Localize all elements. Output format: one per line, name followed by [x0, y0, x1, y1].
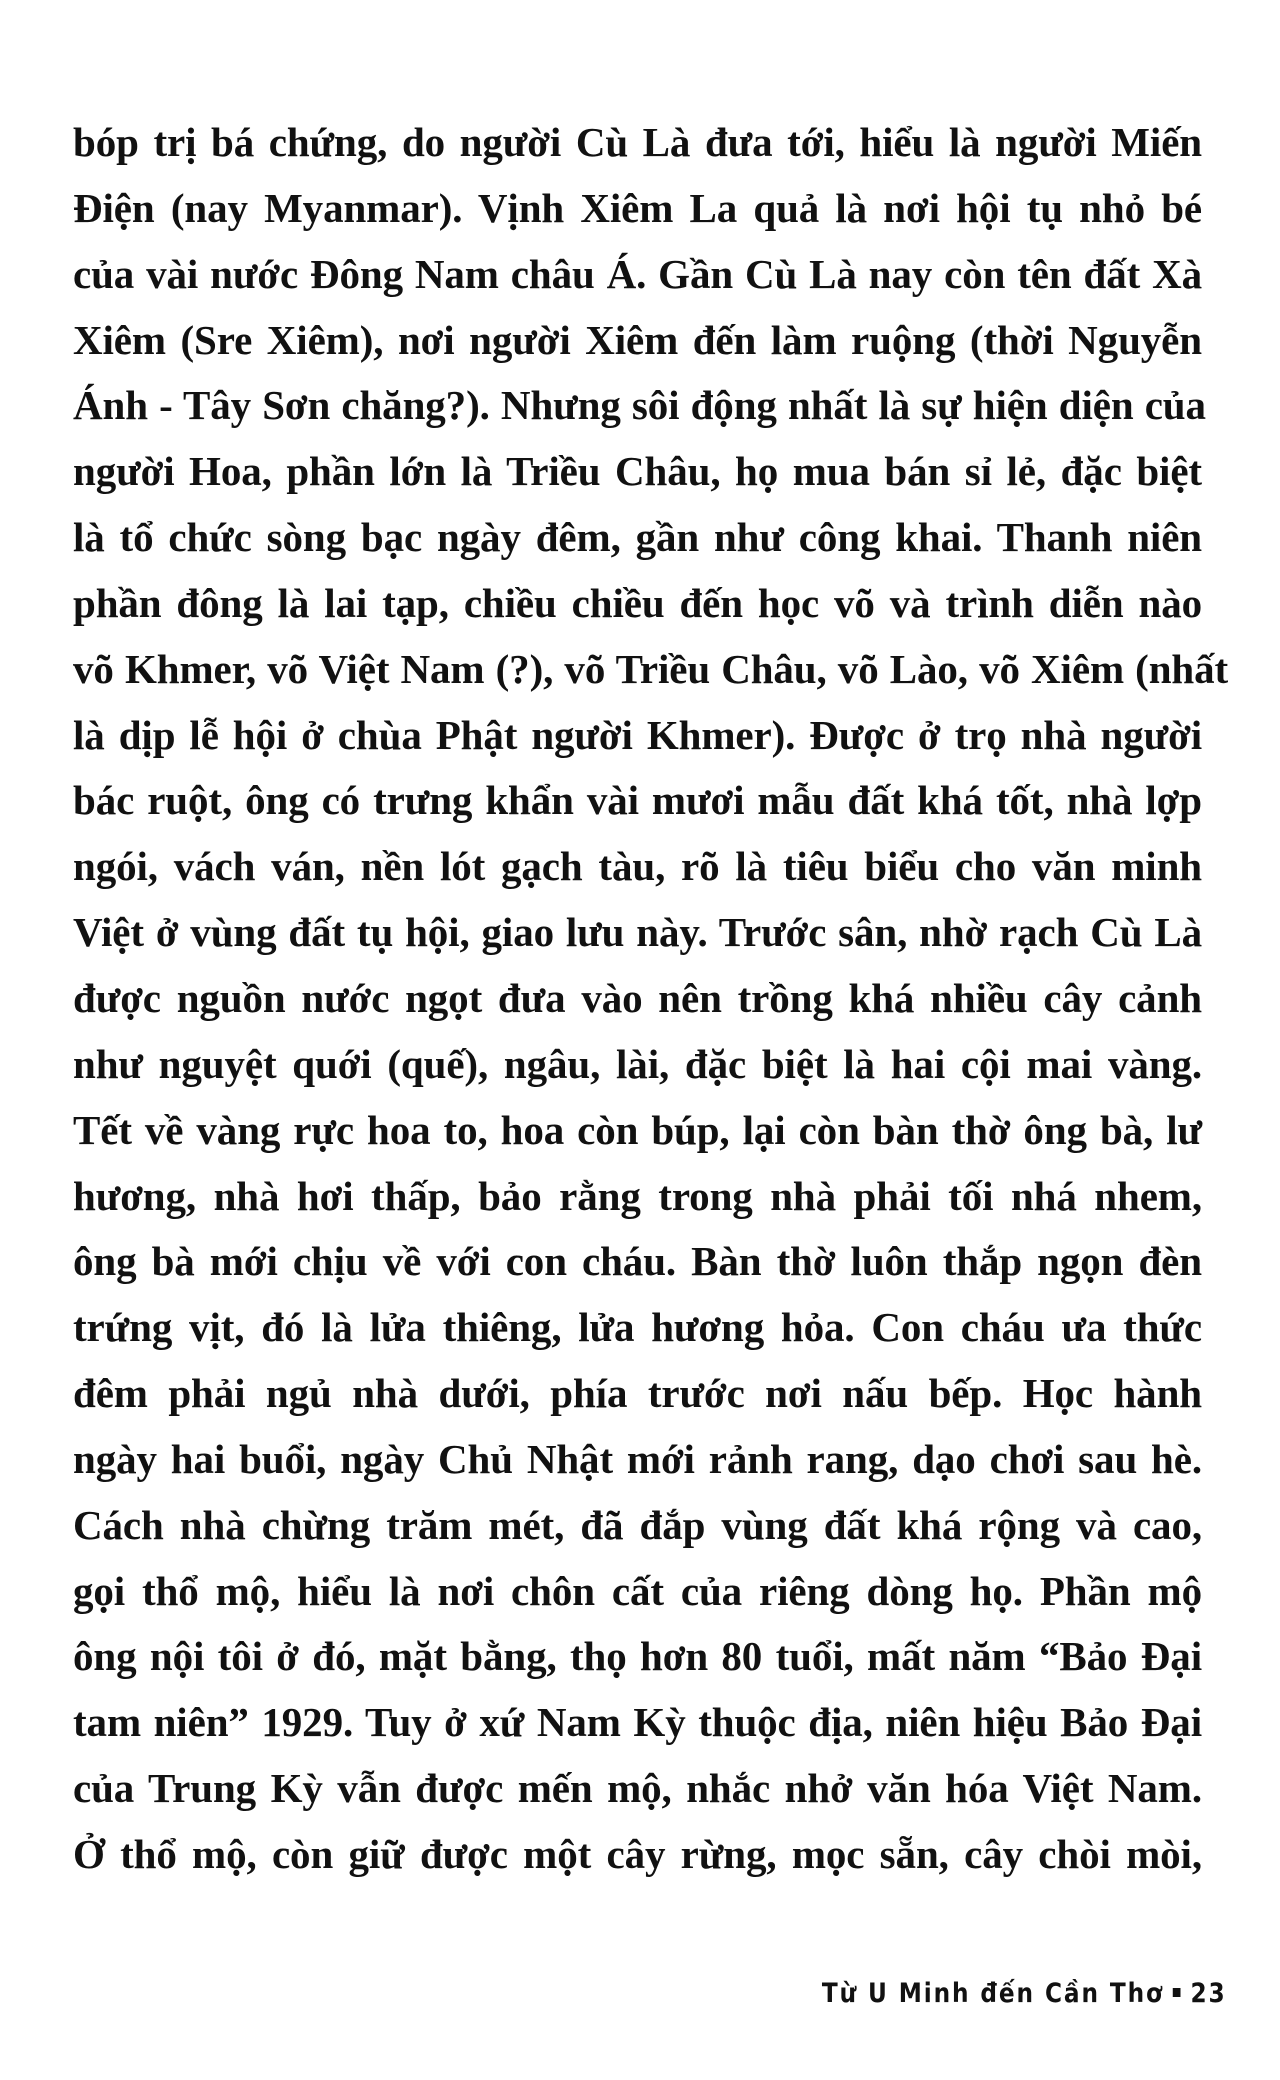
- text-line: trứng vịt, đó là lửa thiêng, lửa hương hỏa. Con cháu ưa thức: [73, 1304, 1202, 1351]
- text-line: được nguồn nước ngọt đưa vào nên trồng khá nhiều cây cảnh: [73, 974, 1202, 1021]
- text-line: của Trung Kỳ vẫn được mến mộ, nhắc nhở văn hóa Việt Nam.: [73, 1765, 1202, 1812]
- text-line: hương, nhà hơi thấp, bảo rằng trong nhà phải tối nhá nhem,: [73, 1172, 1202, 1219]
- text-line: như nguyệt quới (quế), ngâu, lài, đặc biệt là hai cội mai vàng.: [73, 1040, 1202, 1087]
- text-line: Điện (nay Myanmar). Vịnh Xiêm La quả là nơi hội tụ nhỏ bé: [73, 184, 1202, 231]
- text-line: Ánh - Tây Sơn chăng?). Nhưng sôi động nhất là sự hiện diện của: [73, 382, 1206, 429]
- text-line: đêm phải ngủ nhà dưới, phía trước nơi nấu bếp. Học hành: [73, 1370, 1202, 1417]
- text-line: ông nội tôi ở đó, mặt bằng, thọ hơn 80 tuổi, mất năm “Bảo Đại: [73, 1633, 1202, 1680]
- text-line: tam niên” 1929. Tuy ở xứ Nam Kỳ thuộc địa, niên hiệu Bảo Đại: [73, 1699, 1202, 1746]
- text-line: ông bà mới chịu về với con cháu. Bàn thờ luôn thắp ngọn đèn: [73, 1238, 1202, 1285]
- text-line: bóp trị bá chứng, do người Cù Là đưa tới, hiểu là người Miến: [73, 119, 1202, 165]
- text-line: Việt ở vùng đất tụ hội, giao lưu này. Trước sân, nhờ rạch Cù Là: [73, 909, 1202, 956]
- running-title: Từ U Minh đến Cần Thơ: [821, 1978, 1164, 2009]
- text-line: võ Khmer, võ Việt Nam (?), võ Triều Châu, võ Lào, võ Xiêm (nhất: [73, 645, 1229, 692]
- text-line: Tết về vàng rực hoa to, hoa còn búp, lại còn bàn thờ ông bà, lư: [73, 1106, 1202, 1153]
- text-line: là tổ chức sòng bạc ngày đêm, gần như công khai. Thanh niên: [73, 514, 1202, 561]
- page-number: 23: [1190, 1978, 1227, 2009]
- square-bullet-icon: [1172, 1988, 1180, 1997]
- text-line: của vài nước Đông Nam châu Á. Gần Cù Là nay còn tên đất Xà: [73, 250, 1202, 297]
- text-line: Xiêm (Sre Xiêm), nơi người Xiêm đến làm ruộng (thời Nguyễn: [73, 316, 1202, 363]
- text-line: phần đông là lai tạp, chiều chiều đến học võ và trình diễn nào: [73, 579, 1202, 626]
- text-line: gọi thổ mộ, hiểu là nơi chôn cất của riêng dòng họ. Phần mộ: [73, 1567, 1202, 1614]
- body-paragraph: [73, 110, 1229, 1888]
- text-line: là dịp lễ hội ở chùa Phật người Khmer). Được ở trọ nhà người: [73, 711, 1202, 758]
- page-footer: [821, 1978, 1227, 2009]
- text-line: người Hoa, phần lớn là Triều Châu, họ mua bán sỉ lẻ, đặc biệt: [73, 448, 1202, 495]
- text-line: bác ruột, ông có trưng khẩn vài mươi mẫu đất khá tốt, nhà lợp: [73, 777, 1202, 824]
- text-line: ngói, vách ván, nền lót gạch tàu, rõ là tiêu biểu cho văn minh: [73, 843, 1202, 890]
- text-line: Ở thổ mộ, còn giữ được một cây rừng, mọc sẵn, cây chòi mòi,: [73, 1830, 1202, 1877]
- text-line: ngày hai buổi, ngày Chủ Nhật mới rảnh rang, dạo chơi sau hè.: [73, 1435, 1202, 1482]
- text-line: Cách nhà chừng trăm mét, đã đắp vùng đất khá rộng và cao,: [73, 1501, 1202, 1548]
